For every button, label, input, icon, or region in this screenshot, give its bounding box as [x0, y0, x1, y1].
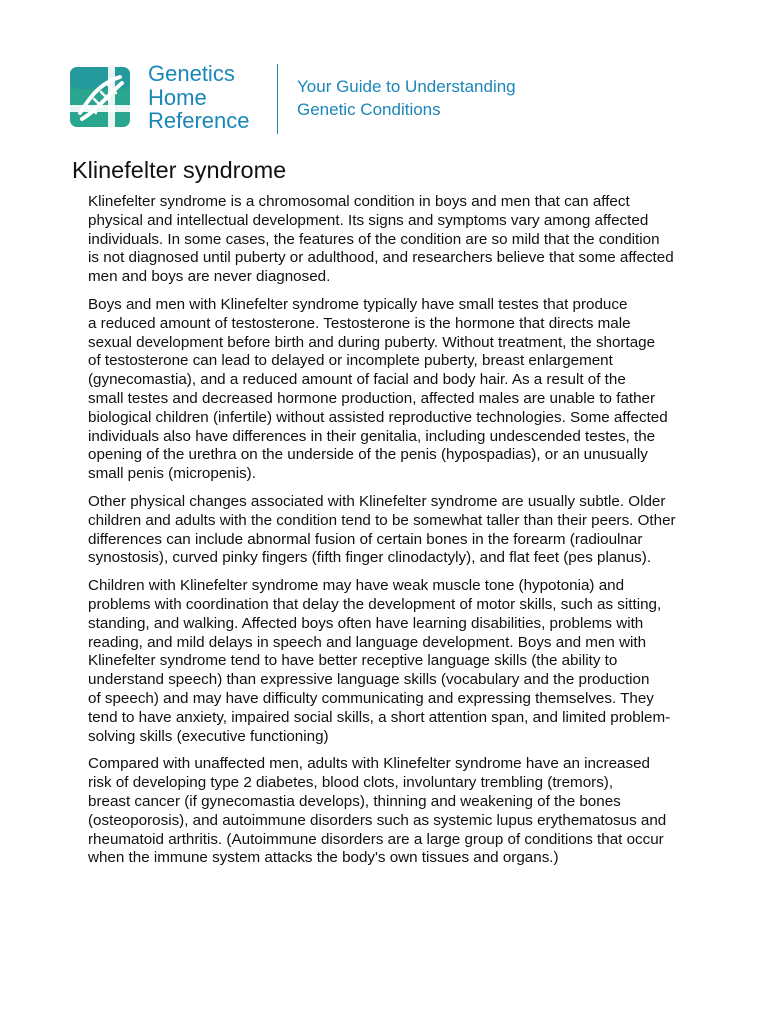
paragraph: [88, 577, 720, 746]
text-line: tend to have anxiety, impaired social skills, a short attention span, and limited problem-: [88, 708, 671, 726]
paragraph: [88, 193, 720, 287]
paragraph: [88, 296, 720, 484]
text-line: standing, and walking. Affected boys often have learning disabilities, problems with: [88, 614, 644, 632]
page-title: Klinefelter syndrome: [72, 157, 287, 183]
site-logo-text: [148, 62, 250, 133]
text-line: small penis (micropenis).: [88, 465, 256, 483]
paragraph: [88, 493, 720, 568]
tagline-line: Genetic Conditions: [297, 99, 441, 119]
tagline-line: Your Guide to Understanding: [297, 77, 516, 96]
text-line: opening of the urethra on the underside of the penis (hypospadias), or an unusually: [88, 446, 648, 464]
text-line: breast cancer (if gynecomastia develops), thinning and weakening of the bones: [88, 792, 621, 810]
text-line: Boys and men with Klinefelter syndrome typically have small testes that produce: [88, 295, 628, 313]
text-line: risk of developing type 2 diabetes, blood clots, involuntary trembling (tremors),: [88, 774, 614, 792]
site-tagline: [297, 76, 516, 121]
text-line: of speech) and may have difficulty communicating and expressing themselves. They: [88, 689, 654, 707]
text-line: physical and intellectual development. Its signs and symptoms vary among affected: [88, 211, 649, 229]
text-line: (gynecomastia), and a reduced amount of facial and body hair. As a result of the: [88, 371, 626, 389]
paragraph: [88, 755, 720, 868]
text-line: when the immune system attacks the body's own tissues and organs.): [88, 849, 559, 867]
dna-helix-logo-icon: [70, 67, 130, 127]
text-line: children and adults with the condition tend to be somewhat taller than their peers. Other: [88, 511, 676, 529]
text-line: Klinefelter syndrome tend to have better receptive language skills (the ability to: [88, 652, 618, 670]
text-line: Children with Klinefelter syndrome may have weak muscle tone (hypotonia) and: [88, 577, 625, 595]
text-line: sexual development before birth and during puberty. Without treatment, the shortage: [88, 333, 656, 351]
text-line: Other physical changes associated with Klinefelter syndrome are usually subtle. Older: [88, 492, 666, 510]
text-line: small testes and decreased hormone production, affected males are unable to father: [88, 389, 656, 407]
logo-line: Home: [148, 84, 207, 110]
text-line: (osteoporosis), and autoimmune disorders such as systemic lupus erythematosus and: [88, 811, 667, 829]
text-line: of testosterone can lead to delayed or incomplete puberty, breast enlargement: [88, 352, 613, 370]
text-line: biological children (infertile) without assisted reproductive technologies. Some affected: [88, 408, 668, 426]
text-line: Klinefelter syndrome is a chromosomal condition in boys and men that can affect: [88, 193, 630, 210]
document-body: [88, 193, 720, 877]
logo-line: Genetics: [148, 61, 235, 86]
text-line: understand speech) than expressive language skills (vocabulary and the production: [88, 671, 650, 689]
text-line: differences can include abnormal fusion of certain bones in the forearm (radioulnar: [88, 530, 643, 548]
text-line: individuals. In some cases, the features of the condition are so mild that the condition: [88, 230, 660, 248]
text-line: reading, and mild delays in speech and language development. Boys and men with: [88, 633, 647, 651]
text-line: is not diagnosed until puberty or adulthood, and researchers believe that some affected: [88, 249, 674, 267]
text-line: men and boys are never diagnosed.: [88, 268, 331, 286]
text-line: individuals also have differences in their genitalia, including undescended testes, the: [88, 427, 656, 445]
text-line: problems with coordination that delay the development of motor skills, such as sitting,: [88, 595, 662, 613]
text-line: solving skills (executive functioning): [88, 727, 329, 745]
text-line: synostosis), curved pinky fingers (fifth finger clinodactyly), and flat feet (pes planus).: [88, 549, 652, 567]
site-header: [70, 62, 690, 142]
text-line: rheumatoid arthritis. (Autoimmune disorders are a large group of conditions that occur: [88, 830, 664, 848]
logo-line: Reference: [148, 108, 250, 133]
text-line: Compared with unaffected men, adults with Klinefelter syndrome have an increased: [88, 755, 650, 773]
header-divider: [277, 64, 278, 134]
text-line: a reduced amount of testosterone. Testosterone is the hormone that directs male: [88, 314, 631, 332]
